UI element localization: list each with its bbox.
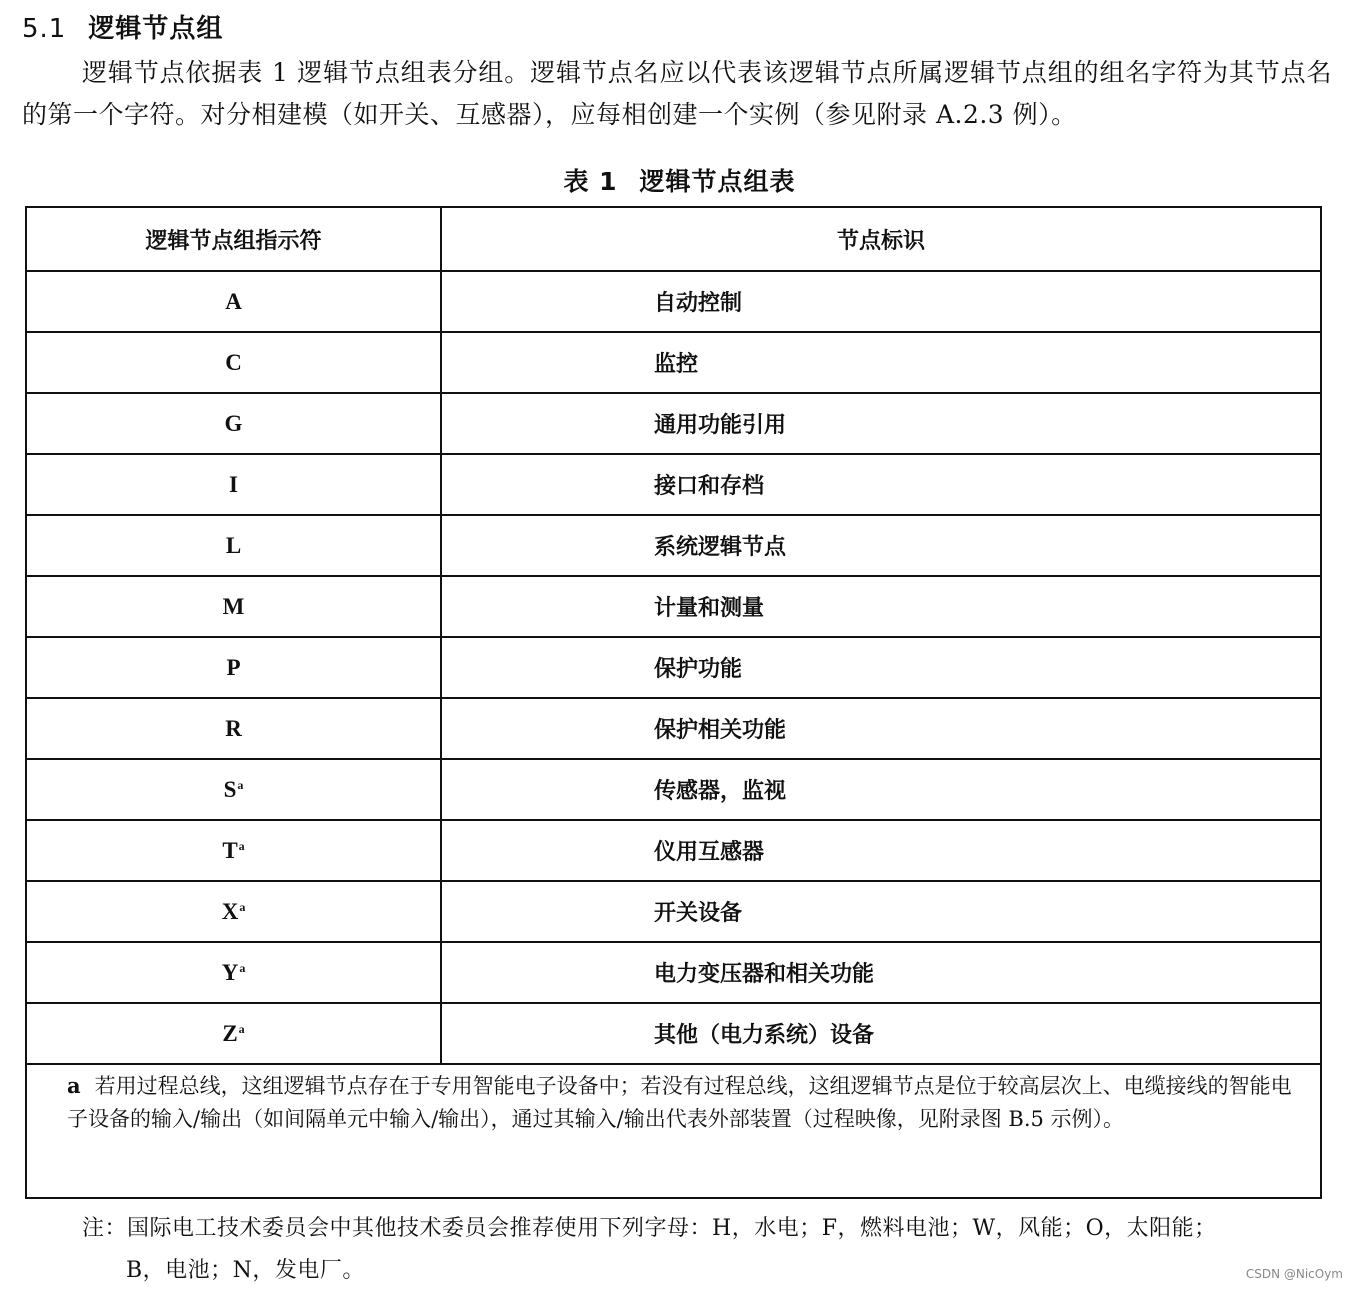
group-symbol-cell — [26, 881, 441, 942]
table-row — [26, 942, 1321, 1003]
group-symbol-cell — [26, 271, 441, 332]
table-header-row — [26, 207, 1321, 271]
group-symbol: Y — [221, 959, 239, 985]
node-identifier-cell: 电力变压器和相关功能 — [441, 942, 1321, 1003]
group-symbol-cell — [26, 820, 441, 881]
column-header-symbol: 逻辑节点组指示符 — [26, 207, 441, 271]
group-symbol-cell — [26, 1003, 441, 1064]
group-symbol: S — [223, 776, 237, 802]
group-symbol-cell — [26, 515, 441, 576]
column-header-identifier: 节点标识 — [441, 207, 1321, 271]
node-identifier-cell: 计量和测量 — [441, 576, 1321, 637]
intro-paragraph: 逻辑节点依据表 1 逻辑节点组表分组。逻辑节点名应以代表该逻辑节点所属逻辑节点组的组名字符为其节点名的第一个字符。对分相建模（如开关、互感器），应每相创建一个实例（参见附录 A.2.3 例）。 — [22, 58, 1332, 129]
table-row — [26, 881, 1321, 942]
table-row — [26, 454, 1321, 515]
group-symbol-cell — [26, 942, 441, 1003]
table-row — [26, 637, 1321, 698]
watermark: CSDN @NicOym — [1245, 1267, 1343, 1281]
table-row — [26, 820, 1321, 881]
table-row — [26, 515, 1321, 576]
table-caption-number: 表 1 — [563, 167, 618, 196]
group-symbol: Z — [222, 1020, 238, 1046]
table-row — [26, 271, 1321, 332]
table-row — [26, 1003, 1321, 1064]
group-symbol: C — [225, 349, 242, 375]
table-footnote — [26, 1064, 1321, 1198]
table-caption-title: 逻辑节点组表 — [639, 167, 796, 196]
group-symbol: P — [226, 654, 241, 680]
group-symbol: A — [225, 288, 242, 314]
group-symbol-cell — [26, 454, 441, 515]
group-symbol: G — [224, 410, 243, 436]
group-symbol-cell — [26, 637, 441, 698]
node-identifier-cell: 保护功能 — [441, 637, 1321, 698]
node-identifier-cell: 开关设备 — [441, 881, 1321, 942]
group-symbol-cell — [26, 759, 441, 820]
footnote-row — [26, 1064, 1321, 1198]
group-symbol: X — [221, 898, 239, 924]
table-row — [26, 576, 1321, 637]
node-identifier-cell: 传感器，监视 — [441, 759, 1321, 820]
table-row — [26, 393, 1321, 454]
node-identifier-cell: 自动控制 — [441, 271, 1321, 332]
note-line-2: B，电池；N，发电厂。 — [126, 1258, 365, 1283]
logical-node-group-table — [25, 206, 1322, 1199]
section-heading — [22, 8, 223, 45]
group-symbol: L — [225, 532, 242, 558]
node-identifier-cell: 接口和存档 — [441, 454, 1321, 515]
group-symbol: R — [225, 715, 242, 741]
footnote-mark: a — [239, 899, 246, 914]
note — [82, 1208, 1322, 1292]
node-identifier-cell: 系统逻辑节点 — [441, 515, 1321, 576]
node-identifier-cell: 仪用互感器 — [441, 820, 1321, 881]
footnote-mark: a — [239, 960, 246, 975]
table-row — [26, 698, 1321, 759]
node-identifier-cell: 其他（电力系统）设备 — [441, 1003, 1321, 1064]
table-caption — [0, 162, 1359, 198]
group-symbol: I — [229, 471, 238, 497]
section-number: 5.1 — [22, 14, 67, 44]
node-identifier-cell: 通用功能引用 — [441, 393, 1321, 454]
group-symbol: T — [222, 837, 238, 863]
footnote-mark: a — [238, 1021, 245, 1036]
table-row — [26, 332, 1321, 393]
group-symbol-cell — [26, 393, 441, 454]
group-symbol-cell — [26, 576, 441, 637]
table-row — [26, 759, 1321, 820]
group-symbol: M — [222, 593, 245, 619]
note-line-1: 注：国际电工技术委员会中其他技术委员会推荐使用下列字母：H，水电；F，燃料电池；W，风能；O，太阳能； — [82, 1216, 1217, 1241]
footnote-mark: a — [237, 777, 244, 792]
footnote-text: 若用过程总线，这组逻辑节点存在于专用智能电子设备中；若没有过程总线，这组逻辑节点是位于较高层次上、电缆接线的智能电子设备的输入/输出（如间隔单元中输入/输出），通过其输入/输出代表外部装置（过程映像，见附录图 B.5 示例）。 — [67, 1074, 1292, 1131]
section-title: 逻辑节点组 — [88, 14, 224, 44]
group-symbol-cell — [26, 332, 441, 393]
table-body — [26, 271, 1321, 1064]
group-symbol-cell — [26, 698, 441, 759]
node-identifier-cell: 保护相关功能 — [441, 698, 1321, 759]
footnote-label: a — [67, 1073, 81, 1098]
footnote-mark: a — [238, 838, 245, 853]
node-identifier-cell: 监控 — [441, 332, 1321, 393]
